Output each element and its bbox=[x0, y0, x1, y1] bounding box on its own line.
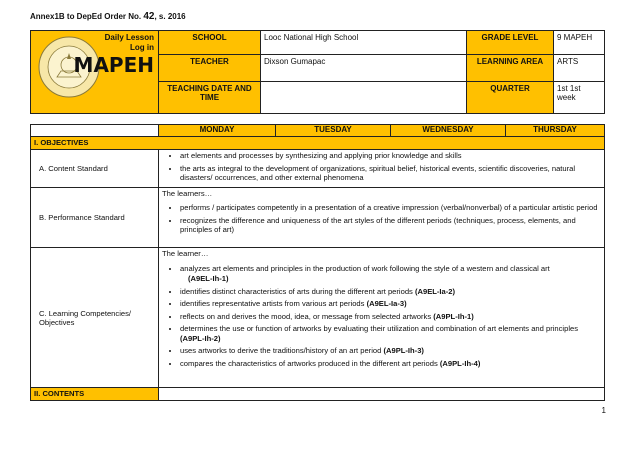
competencies-cell bbox=[159, 248, 605, 388]
objectives-heading: I. OBJECTIVES bbox=[31, 137, 605, 150]
list-item: • determines the use or function of artworks by evaluating their utilization and combination of art elements and principles (A9PL-Ih-2) bbox=[180, 324, 601, 343]
area-value: ARTS bbox=[554, 55, 605, 82]
content-standard-cell bbox=[159, 150, 605, 188]
date-value bbox=[261, 82, 467, 114]
day-thursday: THURSDAY bbox=[506, 125, 605, 137]
competencies-label: C. Learning Competencies/ Objectives bbox=[31, 248, 159, 388]
teacher-value: Dixson Gumapac bbox=[261, 55, 467, 82]
competencies-lead: The learner… bbox=[162, 249, 209, 258]
list-item: • recognizes the difference and uniqueness of the art styles of the different periods (techniques, process, elements, and principles of art) bbox=[180, 216, 601, 235]
quarter-label: QUARTER bbox=[467, 82, 554, 114]
daily-lesson-label: Daily Lesson Log in bbox=[104, 33, 154, 52]
list-item: • the arts as integral to the development of organizations, spiritual belief, historical events, scientific discoveries, natural disasters/ occurrences, and other external phenomena bbox=[180, 164, 601, 183]
area-label: LEARNING AREA bbox=[467, 55, 554, 82]
performance-standard-cell bbox=[159, 188, 605, 248]
list-item: • analyzes art elements and principles in the production of work following the style of a western and classical art bbox=[180, 264, 601, 274]
competency-code: (A9EL-Ih-1) bbox=[188, 273, 229, 283]
quarter-value: 1st 1st week bbox=[554, 82, 605, 114]
list-item: • identifies distinct characteristics of arts during the different art periods (A9EL-Ia-2) bbox=[180, 287, 601, 297]
list-item: • uses artworks to derive the traditions/history of an art period (A9PL-Ih-3) bbox=[180, 346, 601, 356]
content-standard-label: A. Content Standard bbox=[31, 150, 159, 188]
list-item: • performs / participates competently in a presentation of a creative impression (verbal/nonverbal) of a particular artistic period bbox=[180, 203, 601, 213]
grade-value: 9 MAPEH bbox=[554, 31, 605, 55]
list-item: • compares the characteristics of artworks produced in the different art periods (A9PL-Ih-4) bbox=[180, 359, 601, 369]
day-monday: MONDAY bbox=[159, 125, 276, 137]
title-block bbox=[31, 31, 159, 114]
day-tuesday: TUESDAY bbox=[276, 125, 391, 137]
contents-heading: II. CONTENTS bbox=[31, 388, 159, 401]
school-label: SCHOOL bbox=[159, 31, 261, 55]
performance-lead: The learners… bbox=[162, 189, 213, 198]
teacher-label: TEACHER bbox=[159, 55, 261, 82]
annex-reference: Annex1B to DepEd Order No. 42, s. 2016 bbox=[30, 11, 186, 22]
grade-label: GRADE LEVEL bbox=[467, 31, 554, 55]
list-item: • identifies representative artists from various art periods (A9EL-Ia-3) bbox=[180, 299, 601, 309]
list-item: • art elements and processes by synthesizing and applying prior knowledge and skills bbox=[180, 151, 601, 161]
subject-title: MAPEH bbox=[73, 53, 154, 77]
school-value: Looc National High School bbox=[261, 31, 467, 55]
lesson-table bbox=[30, 124, 605, 401]
header-table bbox=[30, 30, 605, 114]
page-number: 1 bbox=[601, 406, 606, 415]
day-wednesday: WEDNESDAY bbox=[391, 125, 506, 137]
date-label: TEACHING DATE AND TIME bbox=[159, 82, 261, 114]
list-item: • reflects on and derives the mood, idea, or message from selected artworks (A9PL-Ih-1) bbox=[180, 312, 601, 322]
performance-standard-label: B. Performance Standard bbox=[31, 188, 159, 248]
